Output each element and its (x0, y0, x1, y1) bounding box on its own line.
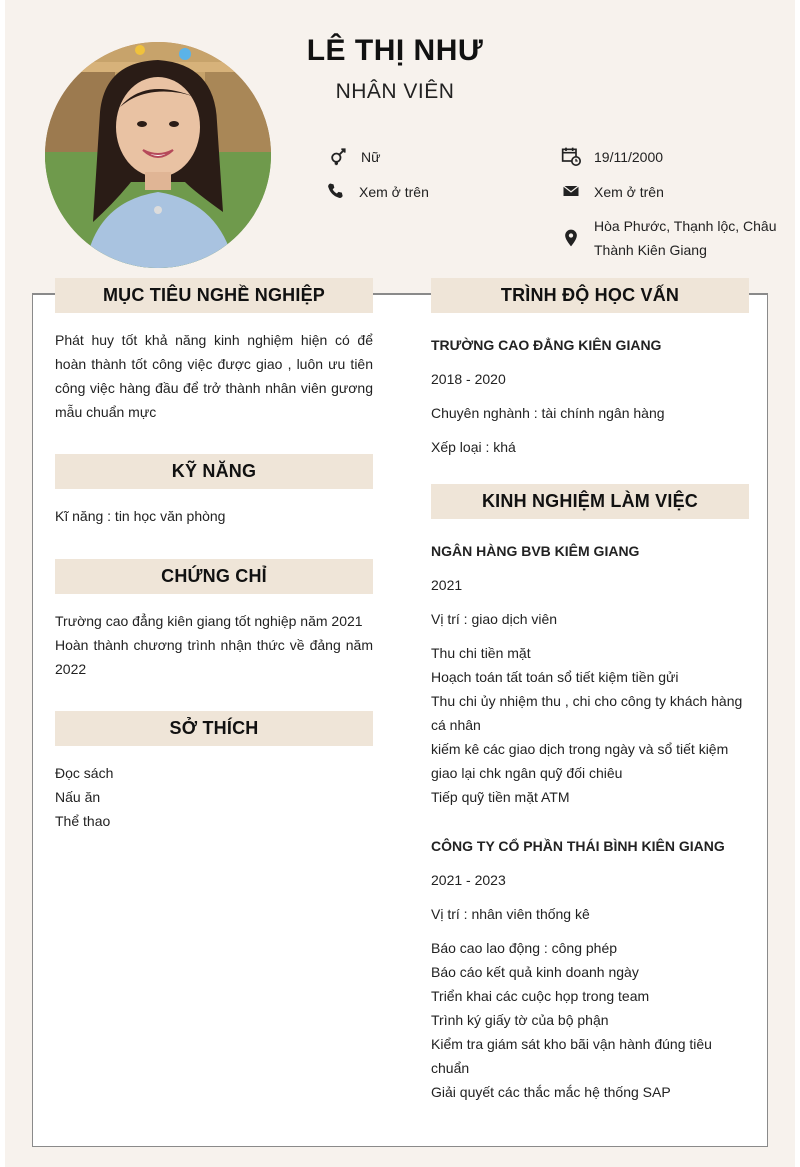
duty-item: Báo cao lao động : công phép (431, 940, 618, 956)
job-duties (431, 641, 749, 809)
certificate-item: Trường cao đẳng kiên giang tốt nghiệp năm 2021 (55, 613, 363, 629)
job-period: 2021 (431, 577, 463, 593)
gender-icon (327, 145, 349, 167)
address-text: Hòa Phước, Thạnh lộc, Châu Thành Kiên Giang (594, 218, 777, 258)
duty-item: Báo cáo kết quả kinh doanh ngày (431, 964, 639, 980)
duty-item: Hoạch toán tất toán sổ tiết kiệm tiền gửi (431, 669, 679, 685)
duty-item: Triển khai các cuộc họp trong team (431, 988, 650, 1004)
skills-heading: KỸ NĂNG (55, 454, 373, 489)
education-heading: TRÌNH ĐỘ HỌC VẤN (431, 278, 749, 313)
gender-info (327, 145, 380, 169)
hobby-item: Thể thao (55, 813, 111, 829)
job-title: NHÂN VIÊN (335, 80, 455, 103)
duty-item: Giải quyết các thắc mắc hệ thống SAP (431, 1084, 671, 1100)
education-school: TRƯỜNG CAO ĐẲNG KIÊN GIANG (431, 337, 662, 353)
objective-heading: MỤC TIÊU NGHỀ NGHIỆP (55, 278, 373, 313)
duty-item: Thu chi ủy nhiệm thu , chi cho công ty khách hàng (431, 693, 743, 709)
resume-page (5, 0, 795, 1167)
duty-item: kiếm kê các giao dịch trong ngày và sổ tiết kiệm (431, 741, 729, 757)
duty-item: Thu chi tiền mặt (431, 645, 531, 661)
phone-text: Xem ở trên (359, 184, 429, 200)
calendar-icon (560, 145, 582, 167)
education-period: 2018 - 2020 (431, 371, 506, 387)
job-period: 2021 - 2023 (431, 872, 506, 888)
job-position: Vị trí : nhân viên thống kê (431, 906, 590, 922)
certificate-item: Hoàn thành chương trình nhận thức về đảng năm 2022 (55, 637, 373, 677)
phone-info (325, 180, 429, 204)
duty-item: giao lại chk ngân quỹ đối chiêu (431, 765, 623, 781)
email-info (560, 180, 664, 204)
mail-icon (560, 180, 582, 202)
hobbies-heading: SỞ THÍCH (55, 711, 373, 746)
experience-heading: KINH NGHIỆM LÀM VIỆC (431, 484, 749, 519)
dob-text: 19/11/2000 (594, 149, 664, 165)
dob-info (560, 145, 663, 169)
avatar (45, 42, 271, 268)
location-icon (560, 227, 582, 249)
objective-text: Phát huy tốt khả năng kinh nghiệm hiện có để hoàn thành tốt công việc được giao , luôn ưu tiên công việc hàng đầu để trở thành nhân viên gương mẫu chuẩn mực (55, 332, 373, 420)
gender-text: Nữ (361, 149, 381, 165)
hobbies-list (55, 761, 373, 833)
phone-icon (325, 180, 347, 202)
job-company: NGÂN HÀNG BVB KIÊM GIANG (431, 543, 640, 559)
hobby-item: Đọc sách (55, 765, 114, 781)
job-position: Vị trí : giao dịch viên (431, 611, 558, 627)
job-company: CÔNG TY CỔ PHẦN THÁI BÌNH KIÊN GIANG (431, 838, 725, 854)
certificates-text (55, 609, 373, 681)
certificates-heading: CHỨNG CHỈ (55, 559, 373, 594)
address-info (560, 214, 777, 262)
duty-item: Tiếp quỹ tiền mặt ATM (431, 789, 570, 805)
education-major: Chuyên nghành : tài chính ngân hàng (431, 405, 665, 421)
profile-photo (45, 42, 271, 268)
skills-text: Kĩ năng : tin học văn phòng (55, 508, 226, 524)
duty-item: Kiểm tra giám sát kho bãi vận hành đúng tiêu (431, 1036, 712, 1052)
hobby-item: Nấu ăn (55, 789, 101, 805)
full-name: LÊ THỊ NHƯ (306, 34, 484, 67)
duty-item: Trình ký giấy tờ của bộ phận (431, 1012, 609, 1028)
duty-item: chuẩn (431, 1060, 470, 1076)
job-duties (431, 936, 749, 1104)
education-grade: Xếp loại : khá (431, 439, 516, 455)
duty-item: cá nhân (431, 717, 481, 733)
email-text: Xem ở trên (594, 184, 664, 200)
